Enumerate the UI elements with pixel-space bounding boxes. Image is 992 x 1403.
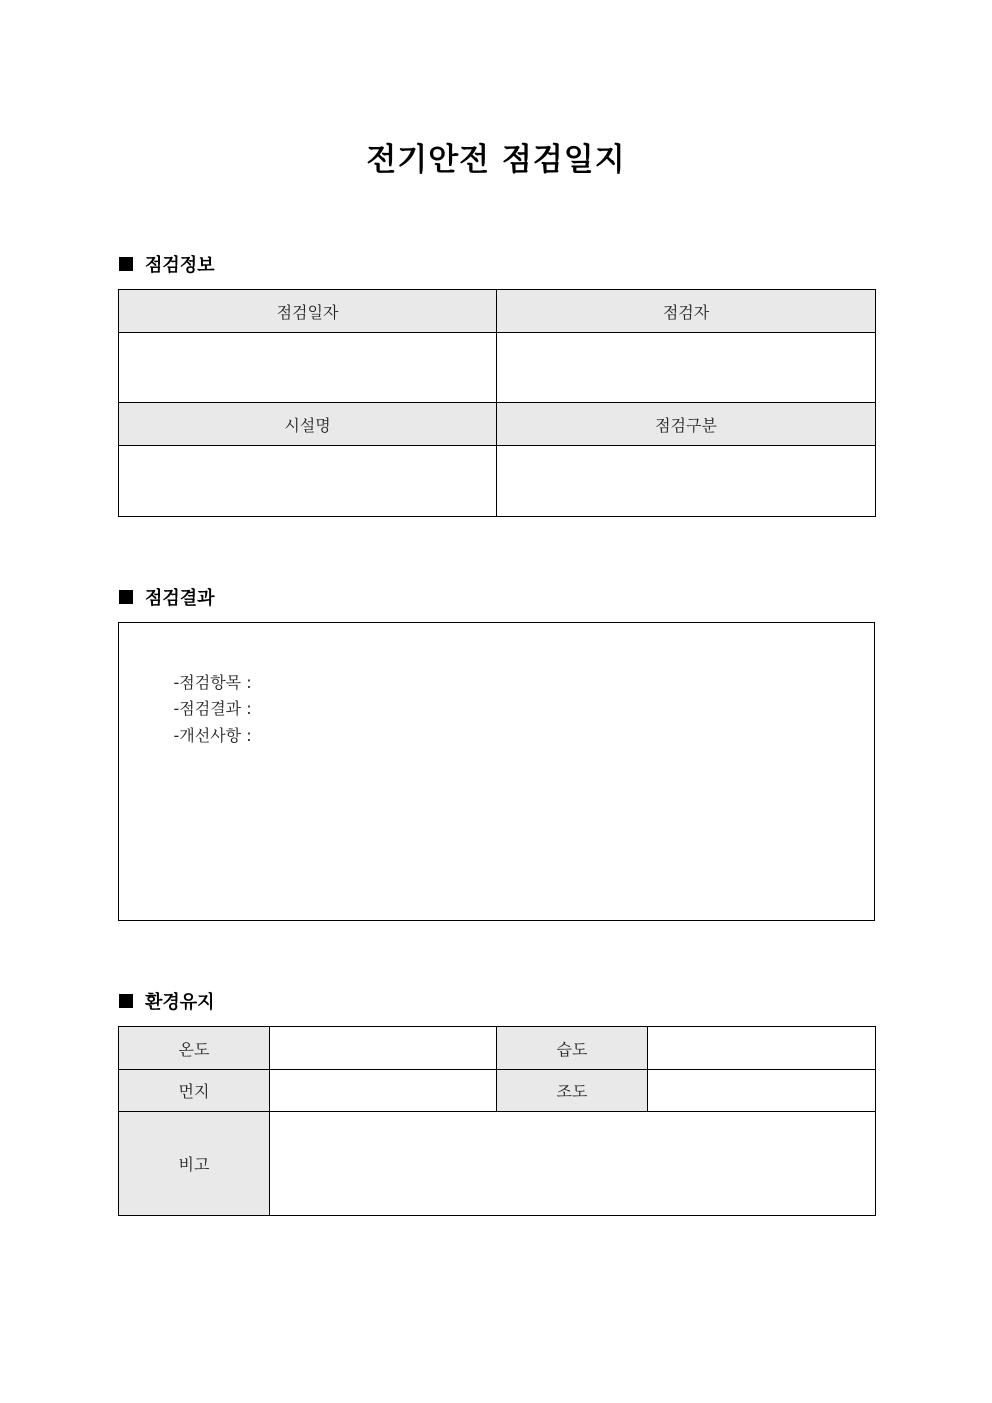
result-line-label: -점검항목 :: [173, 672, 252, 692]
label-inspection-type: 점검구분: [497, 403, 876, 446]
label-inspector: 점검자: [497, 290, 876, 333]
label-humidity: 습도: [497, 1027, 648, 1070]
square-bullet-icon: [119, 590, 133, 604]
remarks-field[interactable]: [270, 1112, 876, 1216]
inspection-result-box[interactable]: [118, 622, 875, 921]
square-bullet-icon: [119, 994, 133, 1008]
section-heading-environment: [119, 989, 215, 1013]
document-title: 전기안전 점검일지: [366, 142, 626, 178]
label-facility-name: 시설명: [119, 403, 497, 446]
label-illuminance: 조도: [497, 1070, 648, 1112]
dust-field[interactable]: [270, 1070, 497, 1112]
section-title: 점검결과: [145, 588, 215, 609]
facility-name-field[interactable]: [119, 446, 497, 517]
square-bullet-icon: [119, 257, 133, 271]
result-line-label: -점검결과 :: [173, 699, 252, 718]
section-title: 점검정보: [145, 255, 215, 276]
label-remarks: 비고: [119, 1112, 270, 1216]
humidity-field[interactable]: [648, 1027, 876, 1070]
temperature-field[interactable]: [270, 1027, 497, 1070]
label-inspection-date: 점검일자: [119, 290, 497, 333]
inspection-info-table: [118, 289, 876, 517]
label-temperature: 온도: [119, 1027, 270, 1070]
section-heading-inspection-info: [119, 252, 215, 276]
label-dust: 먼지: [119, 1070, 270, 1112]
section-title: 환경유지: [145, 992, 215, 1013]
section-heading-inspection-result: [119, 585, 215, 609]
inspector-field[interactable]: [497, 333, 876, 403]
result-line-label: -개선사항 :: [173, 725, 252, 745]
inspection-date-field[interactable]: [119, 333, 497, 403]
illuminance-field[interactable]: [648, 1070, 876, 1112]
environment-table: [118, 1026, 876, 1216]
inspection-type-field[interactable]: [497, 446, 876, 517]
result-line-item: [143, 643, 252, 692]
